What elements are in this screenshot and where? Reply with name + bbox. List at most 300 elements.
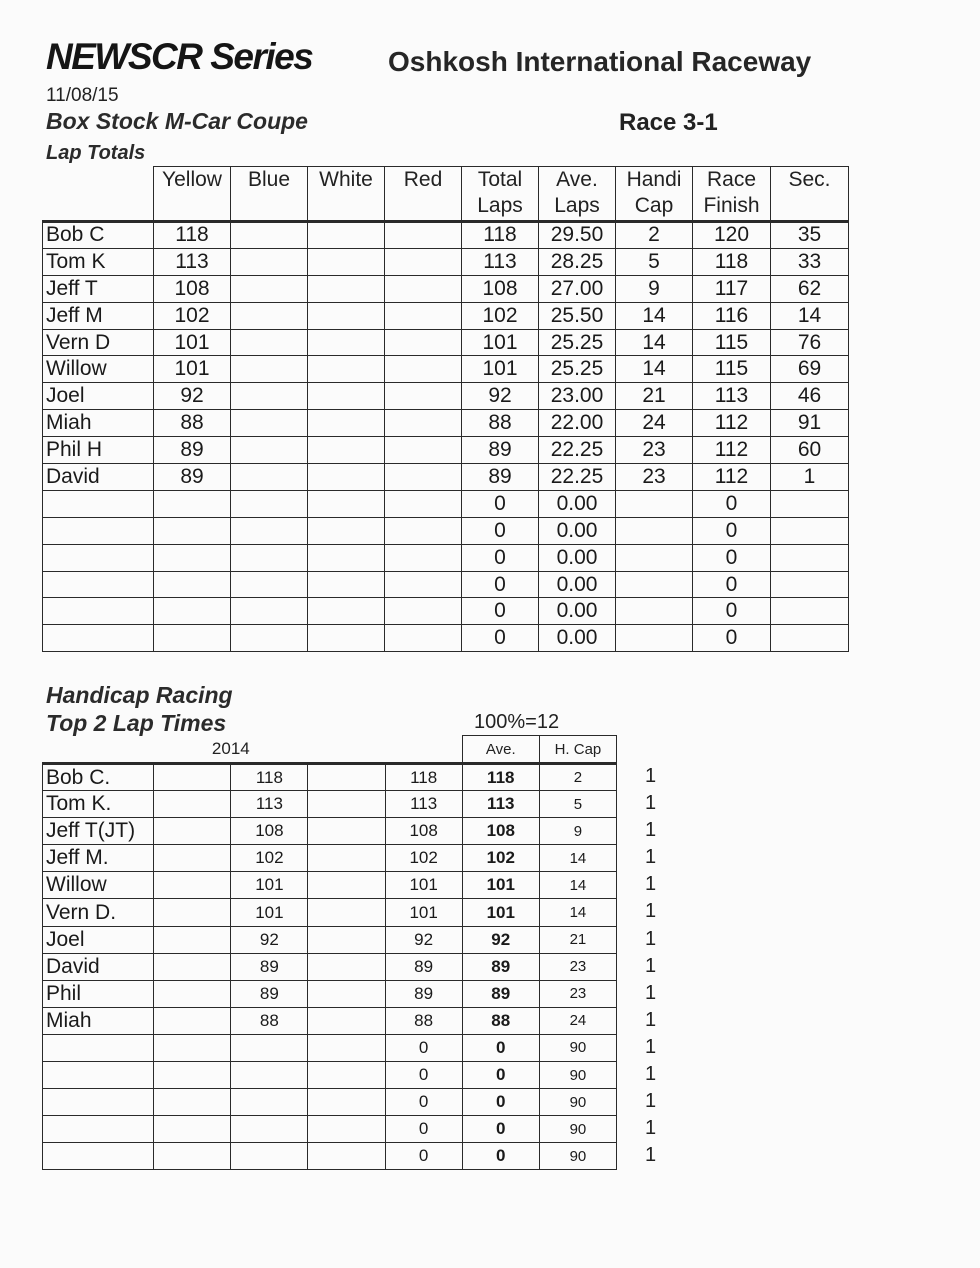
column-header-line1: White — [319, 168, 373, 191]
table-cell — [308, 1089, 385, 1116]
table-cell — [231, 598, 308, 625]
table-cell: 0 — [462, 544, 539, 571]
count-value: 1 — [645, 765, 657, 787]
table-cell: 76 — [771, 329, 849, 356]
table-cell — [154, 764, 231, 791]
table-cell — [616, 598, 693, 625]
table-cell — [308, 410, 385, 437]
table-cell: 21 — [616, 383, 693, 410]
table-cell — [231, 383, 308, 410]
table-cell — [231, 1089, 308, 1116]
table-cell: 108 — [231, 818, 308, 845]
table-cell — [616, 517, 693, 544]
table-row — [43, 1143, 617, 1170]
table-cell: 90 — [539, 1143, 616, 1170]
driver-name: David — [43, 464, 154, 491]
column-header — [231, 167, 308, 222]
driver-name: Miah — [43, 1007, 154, 1034]
table-cell — [154, 818, 231, 845]
table-cell: 28.25 — [539, 248, 616, 275]
table-cell: 14 — [616, 302, 693, 329]
table-cell — [231, 275, 308, 302]
table-cell — [231, 1116, 308, 1143]
driver-name — [43, 1116, 154, 1143]
table-cell: 115 — [693, 329, 771, 356]
driver-name: Jeff M — [43, 302, 154, 329]
percent-note: 100%=12 — [474, 711, 560, 733]
table-cell: 0 — [385, 1143, 462, 1170]
driver-name: Tom K. — [43, 791, 154, 818]
table-cell: 112 — [693, 464, 771, 491]
table-cell — [231, 329, 308, 356]
table-cell — [231, 1062, 308, 1089]
table-row — [43, 1034, 617, 1061]
driver-name: Phil — [43, 980, 154, 1007]
handicap-count-column — [645, 763, 656, 1169]
table-cell: 23 — [616, 437, 693, 464]
table-cell — [385, 464, 462, 491]
table-cell — [385, 302, 462, 329]
table-cell: 0 — [462, 490, 539, 517]
driver-name — [43, 1143, 154, 1170]
column-header-line1: Race — [706, 168, 757, 191]
table-row — [43, 845, 617, 872]
table-cell — [616, 544, 693, 571]
table-cell: 101 — [385, 899, 462, 926]
table-cell: 89 — [154, 464, 231, 491]
column-header-line1: Yellow — [162, 168, 222, 191]
table-cell — [231, 544, 308, 571]
table-cell — [154, 571, 231, 598]
table-cell: 108 — [462, 275, 539, 302]
table-cell: 113 — [693, 383, 771, 410]
table-row — [43, 464, 849, 491]
table-cell: 112 — [693, 437, 771, 464]
table-row — [43, 571, 849, 598]
column-header-line2: Laps — [554, 194, 600, 217]
table-cell: 14 — [771, 302, 849, 329]
driver-name: Phil H — [43, 437, 154, 464]
table-cell: 0 — [462, 517, 539, 544]
column-header — [154, 167, 231, 222]
driver-name — [43, 1062, 154, 1089]
table-cell: 33 — [771, 248, 849, 275]
table-cell — [231, 490, 308, 517]
table-row — [43, 490, 849, 517]
table-cell — [385, 625, 462, 652]
table-cell: 23.00 — [539, 383, 616, 410]
table-cell: 102 — [154, 302, 231, 329]
table-cell — [771, 571, 849, 598]
table-cell — [385, 571, 462, 598]
driver-name: Miah — [43, 410, 154, 437]
table-cell — [231, 222, 308, 249]
lap-totals-heading: Lap Totals — [46, 142, 146, 164]
table-cell — [154, 544, 231, 571]
table-cell — [385, 517, 462, 544]
table-cell: 23 — [539, 980, 616, 1007]
table-cell — [154, 598, 231, 625]
table-row — [43, 248, 849, 275]
table-cell: 102 — [462, 302, 539, 329]
driver-name: Jeff M. — [43, 845, 154, 872]
table-cell — [231, 356, 308, 383]
table-cell — [154, 517, 231, 544]
table-cell: 88 — [462, 410, 539, 437]
table-cell — [154, 980, 231, 1007]
table-cell — [308, 1116, 385, 1143]
table-cell: 22.25 — [539, 437, 616, 464]
column-header-line2: Cap — [634, 194, 674, 217]
table-cell: 69 — [771, 356, 849, 383]
driver-name: David — [43, 953, 154, 980]
table-row — [43, 302, 849, 329]
table-cell — [154, 872, 231, 899]
table-cell: 101 — [154, 356, 231, 383]
table-cell — [385, 222, 462, 249]
column-header — [616, 167, 693, 222]
table-cell: 91 — [771, 410, 849, 437]
table-cell: 113 — [154, 248, 231, 275]
driver-name: Vern D. — [43, 899, 154, 926]
driver-name — [43, 571, 154, 598]
count-value: 1 — [645, 846, 657, 869]
table-cell — [154, 899, 231, 926]
driver-name — [43, 598, 154, 625]
column-header — [539, 167, 616, 222]
table-row — [43, 926, 617, 953]
table-cell: 0 — [385, 1034, 462, 1061]
table-cell — [308, 329, 385, 356]
table-cell — [771, 544, 849, 571]
table-cell: 14 — [616, 356, 693, 383]
table-cell — [308, 302, 385, 329]
table-cell: 0 — [693, 544, 771, 571]
table-cell: 115 — [693, 356, 771, 383]
table-cell — [231, 410, 308, 437]
table-cell — [231, 625, 308, 652]
table-row — [43, 1089, 617, 1116]
count-value: 1 — [645, 873, 657, 896]
table-cell: 112 — [693, 410, 771, 437]
table-row — [43, 1062, 617, 1089]
table-cell: 35 — [771, 222, 849, 249]
table-cell — [154, 845, 231, 872]
hcap-header: H. Cap — [539, 736, 616, 764]
table-cell — [308, 980, 385, 1007]
table-cell: 89 — [231, 980, 308, 1007]
table-cell: 0 — [462, 1062, 539, 1089]
table-cell — [154, 1116, 231, 1143]
table-cell — [308, 437, 385, 464]
column-header-line2: Laps — [477, 194, 523, 217]
table-cell — [154, 1034, 231, 1061]
table-cell: 14 — [539, 872, 616, 899]
table-cell: 89 — [462, 464, 539, 491]
table-cell: 0 — [693, 571, 771, 598]
table-cell: 90 — [539, 1116, 616, 1143]
table-cell: 92 — [462, 926, 539, 953]
table-cell — [154, 1089, 231, 1116]
table-row — [43, 598, 849, 625]
table-cell — [771, 625, 849, 652]
table-cell: 88 — [154, 410, 231, 437]
table-cell — [308, 764, 385, 791]
count-value: 1 — [645, 1090, 657, 1113]
table-cell: 14 — [539, 899, 616, 926]
table-cell: 0 — [462, 598, 539, 625]
table-row — [43, 356, 849, 383]
column-header — [308, 167, 385, 222]
table-cell: 113 — [385, 791, 462, 818]
table-cell — [308, 490, 385, 517]
table-row — [43, 899, 617, 926]
table-cell — [308, 899, 385, 926]
table-cell: 118 — [231, 764, 308, 791]
table-row — [43, 383, 849, 410]
column-header-line1: Sec. — [788, 168, 831, 191]
table-cell: 0 — [385, 1062, 462, 1089]
handicap-title: Handicap Racing — [46, 682, 233, 708]
table-cell: 5 — [616, 248, 693, 275]
table-cell: 88 — [462, 1007, 539, 1034]
table-cell: 90 — [539, 1034, 616, 1061]
table-cell: 14 — [539, 845, 616, 872]
table-cell — [231, 248, 308, 275]
class-title: Box Stock M-Car Coupe — [46, 108, 308, 134]
driver-name — [43, 544, 154, 571]
header-blank — [43, 167, 154, 222]
table-cell — [616, 490, 693, 517]
table-cell — [231, 517, 308, 544]
table-cell — [154, 1143, 231, 1170]
table-cell: 0 — [385, 1116, 462, 1143]
table-cell — [308, 791, 385, 818]
table-cell: 118 — [693, 248, 771, 275]
table-cell: 92 — [231, 926, 308, 953]
driver-name — [43, 1034, 154, 1061]
table-cell: 89 — [385, 953, 462, 980]
table-cell: 120 — [693, 222, 771, 249]
table-cell — [154, 490, 231, 517]
table-cell: 117 — [693, 275, 771, 302]
table-row — [43, 437, 849, 464]
column-header-line1: Blue — [247, 168, 291, 191]
table-cell — [231, 1034, 308, 1061]
table-cell — [308, 926, 385, 953]
table-cell — [154, 926, 231, 953]
handicap-table — [42, 735, 617, 1170]
table-cell: 118 — [385, 764, 462, 791]
table-cell: 89 — [462, 953, 539, 980]
driver-name: Bob C. — [43, 764, 154, 791]
table-cell: 108 — [462, 818, 539, 845]
table-cell — [154, 625, 231, 652]
driver-name: Jeff T(JT) — [43, 818, 154, 845]
count-value: 1 — [645, 954, 657, 977]
table-cell — [308, 818, 385, 845]
column-header — [385, 167, 462, 222]
table-cell — [308, 275, 385, 302]
table-cell: 0.00 — [539, 598, 616, 625]
table-cell: 0.00 — [539, 517, 616, 544]
table-cell: 0 — [462, 1089, 539, 1116]
table-cell: 101 — [462, 329, 539, 356]
table-cell: 23 — [616, 464, 693, 491]
table-cell: 2 — [616, 222, 693, 249]
table-cell: 0 — [385, 1089, 462, 1116]
table-cell — [616, 571, 693, 598]
table-cell: 108 — [385, 818, 462, 845]
lap-totals-header-row — [43, 167, 849, 222]
table-cell — [308, 464, 385, 491]
table-cell: 9 — [539, 818, 616, 845]
table-cell: 102 — [231, 845, 308, 872]
table-cell: 113 — [462, 791, 539, 818]
table-cell — [385, 490, 462, 517]
table-cell: 118 — [462, 222, 539, 249]
table-cell: 25.25 — [539, 356, 616, 383]
table-row — [43, 818, 617, 845]
count-value: 1 — [645, 900, 657, 923]
table-cell: 21 — [539, 926, 616, 953]
table-cell: 89 — [231, 953, 308, 980]
table-cell — [308, 625, 385, 652]
column-header — [462, 167, 539, 222]
driver-name: Vern D — [43, 329, 154, 356]
count-value: 1 — [645, 819, 657, 842]
table-cell: 92 — [154, 383, 231, 410]
table-row — [43, 544, 849, 571]
table-cell: 0 — [693, 517, 771, 544]
table-cell — [308, 544, 385, 571]
table-row — [43, 872, 617, 899]
table-cell: 2 — [539, 764, 616, 791]
table-cell: 0 — [462, 1034, 539, 1061]
table-cell: 118 — [462, 764, 539, 791]
table-row — [43, 791, 617, 818]
table-cell — [308, 1062, 385, 1089]
column-header-line1: Handi — [626, 168, 682, 191]
table-cell — [308, 517, 385, 544]
race-date: 11/08/15 — [46, 85, 119, 106]
table-cell — [154, 1062, 231, 1089]
driver-name: Jeff T — [43, 275, 154, 302]
table-cell — [308, 222, 385, 249]
table-cell — [308, 356, 385, 383]
table-cell — [231, 437, 308, 464]
table-cell — [385, 248, 462, 275]
table-cell — [154, 953, 231, 980]
table-cell — [308, 248, 385, 275]
driver-name — [43, 490, 154, 517]
table-cell: 5 — [539, 791, 616, 818]
table-cell — [231, 571, 308, 598]
table-cell: 23 — [539, 953, 616, 980]
table-cell: 0 — [462, 571, 539, 598]
table-cell: 89 — [154, 437, 231, 464]
table-cell — [385, 329, 462, 356]
table-cell: 92 — [385, 926, 462, 953]
table-cell — [616, 625, 693, 652]
table-cell: 25.25 — [539, 329, 616, 356]
table-cell: 27.00 — [539, 275, 616, 302]
table-cell: 22.25 — [539, 464, 616, 491]
table-row — [43, 275, 849, 302]
table-cell: 0 — [462, 1143, 539, 1170]
table-cell: 102 — [462, 845, 539, 872]
table-cell: 29.50 — [539, 222, 616, 249]
table-cell — [385, 410, 462, 437]
table-cell: 0.00 — [539, 571, 616, 598]
table-cell: 118 — [154, 222, 231, 249]
table-cell: 60 — [771, 437, 849, 464]
lap-totals-table — [42, 166, 849, 652]
table-cell: 9 — [616, 275, 693, 302]
driver-name: Willow — [43, 872, 154, 899]
table-cell: 25.50 — [539, 302, 616, 329]
table-cell — [308, 953, 385, 980]
driver-name — [43, 625, 154, 652]
count-value: 1 — [645, 792, 657, 815]
table-cell: 92 — [462, 383, 539, 410]
table-cell: 62 — [771, 275, 849, 302]
table-cell — [385, 437, 462, 464]
table-cell: 1 — [771, 464, 849, 491]
series-title: NEWSCR Series — [46, 36, 313, 77]
driver-name: Tom K — [43, 248, 154, 275]
table-cell: 46 — [771, 383, 849, 410]
table-cell — [308, 1143, 385, 1170]
table-cell: 0.00 — [539, 625, 616, 652]
table-cell: 101 — [154, 329, 231, 356]
table-row — [43, 625, 849, 652]
table-cell: 14 — [616, 329, 693, 356]
table-cell: 0 — [693, 598, 771, 625]
table-cell: 113 — [231, 791, 308, 818]
table-cell — [385, 544, 462, 571]
table-cell — [385, 598, 462, 625]
table-cell — [154, 1007, 231, 1034]
count-value: 1 — [645, 1063, 657, 1086]
count-value: 1 — [645, 1035, 657, 1058]
table-cell — [385, 383, 462, 410]
table-row — [43, 1116, 617, 1143]
column-header-line1: Ave. — [556, 168, 598, 191]
table-cell: 101 — [462, 356, 539, 383]
column-header-line1: Red — [403, 168, 443, 191]
table-cell — [308, 1034, 385, 1061]
driver-name: Joel — [43, 926, 154, 953]
table-cell: 89 — [462, 980, 539, 1007]
table-cell — [771, 598, 849, 625]
ave-header: Ave. — [462, 736, 539, 764]
table-cell — [308, 845, 385, 872]
driver-name: Joel — [43, 383, 154, 410]
driver-name — [43, 1089, 154, 1116]
table-cell: 0 — [693, 490, 771, 517]
race-number: Race 3-1 — [619, 109, 718, 136]
table-cell: 89 — [462, 437, 539, 464]
table-cell: 89 — [385, 980, 462, 1007]
table-cell: 24 — [616, 410, 693, 437]
table-cell — [231, 302, 308, 329]
table-cell: 0.00 — [539, 544, 616, 571]
table-cell — [308, 598, 385, 625]
table-cell: 108 — [154, 275, 231, 302]
table-cell — [154, 791, 231, 818]
driver-name — [43, 517, 154, 544]
